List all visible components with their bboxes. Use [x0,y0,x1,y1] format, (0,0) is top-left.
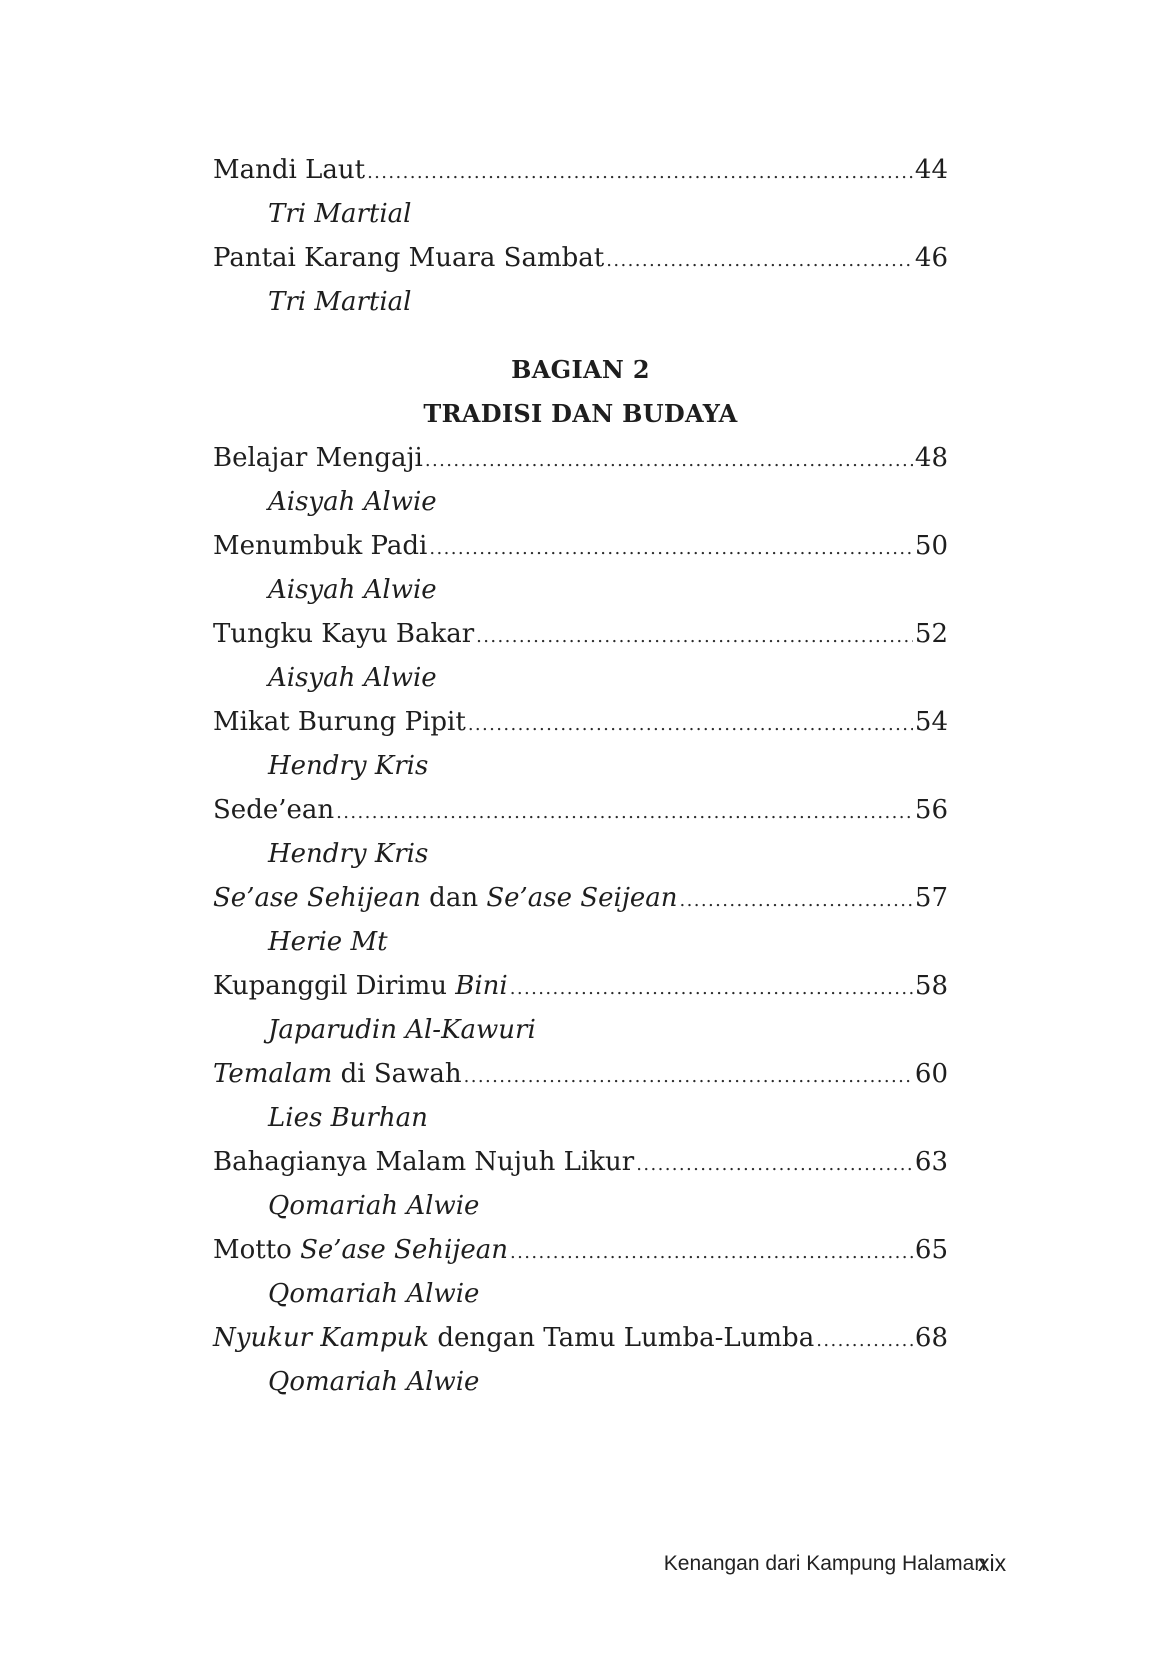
entry-author: Lies Burhan [268,1103,428,1133]
entry-page-number: 57 [914,883,948,913]
section-gap [213,324,948,348]
entry-title [213,964,508,1008]
dot-leader [367,151,913,195]
entry-title-part: Kupanggil Dirimu [213,971,456,1001]
entry-title-part: Se’ase Sehijean [213,883,421,913]
toc-entry [213,788,948,832]
entry-title-part: Se’ase Sehijean [300,1235,509,1265]
entry-page-number: 46 [914,243,948,273]
dot-leader [816,1319,913,1363]
entry-page-number: 52 [914,619,948,649]
dot-leader [510,967,913,1011]
entry-title: Mandi Laut [213,155,366,185]
table-of-contents [213,148,948,1404]
dot-leader [464,1055,913,1099]
entry-title [213,1052,462,1096]
entry-page-number: 60 [914,1059,948,1089]
entry-author: Tri Martial [268,287,412,317]
entry-title [213,1316,814,1360]
part2-entries [213,436,948,1404]
dot-leader [429,527,913,571]
entry-title: Bahagianya Malam Nujuh Likur [213,1147,635,1177]
entry-title [213,876,678,920]
entry-author: Qomariah Alwie [268,1191,480,1221]
entry-author: Herie Mt [268,927,388,957]
entry-author: Aisyah Alwie [268,575,437,605]
toc-entry [213,524,948,568]
entry-title: Belajar Mengaji [213,443,423,473]
entry-title-part: Se’ase Seijean [486,883,678,913]
entry-title-part: Bini [455,971,508,1001]
entry-author: Hendry Kris [268,751,429,781]
dot-leader [476,615,913,659]
part2-subheading: TRADISI DAN BUDAYA [423,399,738,428]
entry-author: Tri Martial [268,199,412,229]
toc-entry [213,1316,948,1360]
entry-title-part: dan [420,883,487,913]
entry-title [213,1228,508,1272]
entry-author: Japarudin Al-Kawuri [268,1015,536,1045]
toc-entry [213,1228,948,1272]
toc-entry [213,964,948,1008]
entry-title: Pantai Karang Muara Sambat [213,243,605,273]
dot-leader [468,703,913,747]
entry-title-part: di Sawah [332,1059,462,1089]
dot-leader [680,879,913,923]
running-footer-title: Kenangan dari Kampung Halaman [663,1552,986,1575]
page-number: xix [978,1550,1007,1576]
toc-entry [213,236,948,280]
dot-leader [510,1231,913,1275]
entry-author: Qomariah Alwie [268,1279,480,1309]
entry-page-number: 44 [914,155,948,185]
entry-title: Mikat Burung Pipit [213,707,466,737]
dot-leader [336,791,913,835]
part2-heading: BAGIAN 2 [511,355,650,384]
entry-title-part: Temalam [213,1059,333,1089]
entry-title: Tungku Kayu Bakar [213,619,475,649]
toc-entry [213,700,948,744]
entry-author: Aisyah Alwie [268,663,437,693]
entry-title-part: Nyukur Kampuk [213,1323,430,1353]
dot-leader [425,439,913,483]
entry-page-number: 48 [914,443,948,473]
entry-title: Menumbuk Padi [213,531,428,561]
entry-page-number: 63 [914,1147,948,1177]
toc-entry [213,612,948,656]
entry-page-number: 68 [914,1323,948,1353]
entry-title-part: Motto [213,1235,301,1265]
entry-page-number: 50 [914,531,948,561]
toc-entry [213,1052,948,1096]
entry-title: Sede’ean [213,795,335,825]
toc-entry [213,148,948,192]
toc-entry [213,436,948,480]
entry-author: Qomariah Alwie [268,1367,480,1397]
dot-leader [636,1143,913,1187]
entry-page-number: 58 [914,971,948,1001]
entry-author: Aisyah Alwie [268,487,437,517]
entry-page-number: 54 [914,707,948,737]
entry-page-number: 56 [914,795,948,825]
toc-entry [213,876,948,920]
dot-leader [606,239,913,283]
entry-page-number: 65 [914,1235,948,1265]
toc-entry [213,1140,948,1184]
entry-title-part: dengan Tamu Lumba-Lumba [429,1323,815,1353]
entry-author: Hendry Kris [268,839,429,869]
part1-entries [213,148,948,324]
